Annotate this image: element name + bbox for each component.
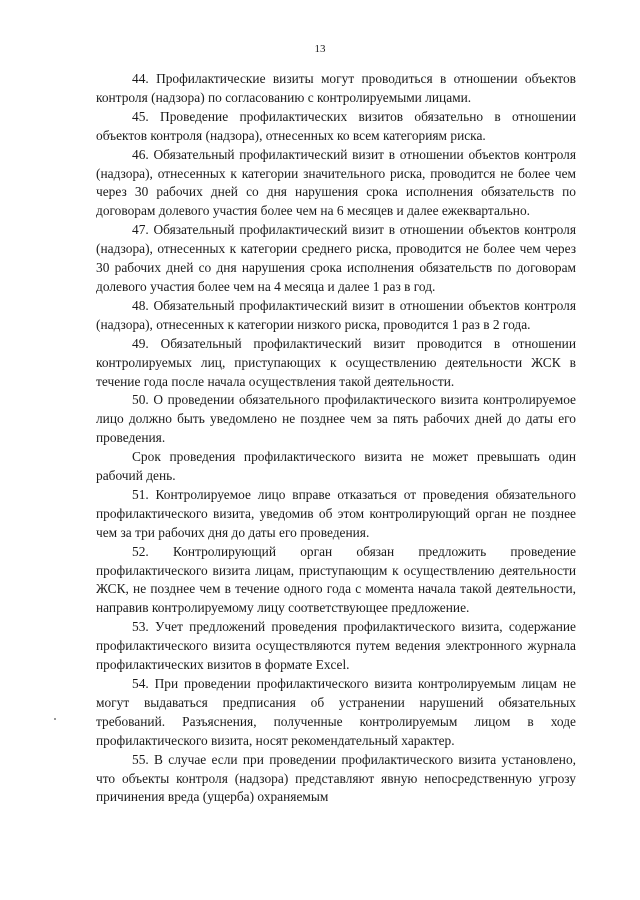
paragraph-50: 50. О проведении обязательного профилактического визита контролируемое лицо должно быть уведомлено не позднее чем за пять рабочих дней до даты его проведения. bbox=[96, 392, 576, 446]
paragraph-55: 55. В случае если при проведении профилактического визита установлено, что объекты контроля (надзора) представляют явную непосредственную угрозу причинения вреда (ущерба) охраняемым bbox=[96, 751, 576, 805]
paragraph-47: 47. Обязательный профилактический визит в отношении объектов контроля (надзора), отнесенных к категории среднего риска, проводится не более чем через 30 рабочих дней со дня нарушения срока исполнения обязательств по договорам долевого участия более чем на 4 месяца и далее 1 раз в год. bbox=[96, 222, 576, 294]
paragraph-46: 46. Обязательный профилактический визит в отношении объектов контроля (надзора), отнесенных к категории значительного риска, проводится не более чем через 30 рабочих дней со дня нарушения срока исполнения обязательств по договорам долевого участия более чем на 6 месяцев и далее ежеквартально. bbox=[96, 146, 576, 219]
paragraph-49: 49. Обязательный профилактический визит проводится в отношении контролируемых лиц, приступающих к осуществлению деятельности ЖСК в течение года после начала осуществления такой деятельности. bbox=[96, 335, 576, 389]
paragraph-50-duration: Срок проведения профилактического визита не может превышать один рабочий день. bbox=[96, 449, 576, 484]
paragraph-53: 53. Учет предложений проведения профилактического визита, содержание профилактического визита осуществляются путем ведения электронного журнала профилактических визитов в формате Excel. bbox=[96, 619, 576, 673]
page-number: 13 bbox=[314, 43, 326, 55]
scan-speck bbox=[54, 718, 56, 720]
document-body bbox=[96, 70, 576, 807]
paragraph-48: 48. Обязательный профилактический визит в отношении объектов контроля (надзора), отнесенных к категории низкого риска, проводится 1 раз в 2 года. bbox=[96, 297, 576, 332]
paragraph-54: 54. При проведении профилактического визита контролируемым лицам не могут выдаваться предписания об устранении нарушений обязательных требований. Разъяснения, полученные контролируемым лицом в ходе профилактического визита, носят рекомендательный характер. bbox=[96, 676, 576, 748]
paragraph-51: 51. Контролируемое лицо вправе отказаться от проведения обязательного профилактического визита, уведомив об этом контролирующий орган не позднее чем за три рабочих дня до даты его проведения. bbox=[96, 486, 576, 540]
paragraph-52: 52. Контролирующий орган обязан предложить проведение профилактического визита лицам, приступающим к осуществлению деятельности ЖСК, не позднее чем в течение одного года с момента начала такой деятельности, направив контролируемому лицу соответствующее предложение. bbox=[96, 543, 576, 616]
paragraph-45: 45. Проведение профилактических визитов обязательно в отношении объектов контроля (надзора), отнесенных ко всем категориям риска. bbox=[96, 108, 576, 143]
paragraph-44: 44. Профилактические визиты могут проводиться в отношении объектов контроля (надзора) по согласованию с контролируемыми лицами. bbox=[96, 71, 576, 105]
